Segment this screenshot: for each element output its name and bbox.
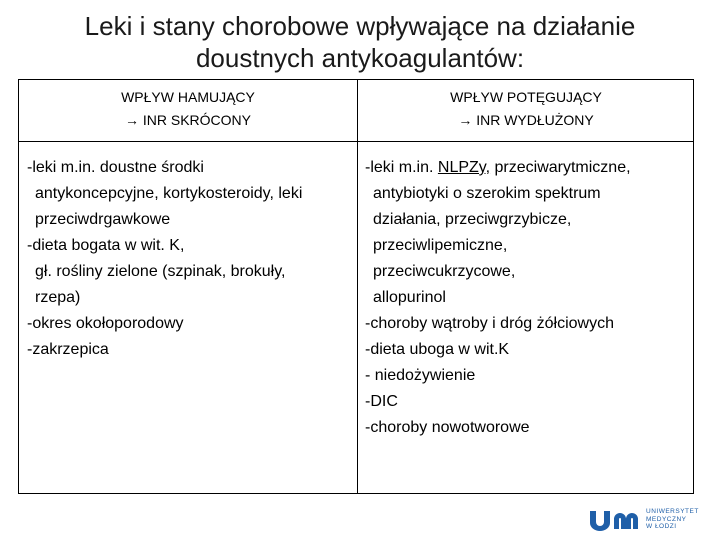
list-item: -dieta bogata w wit. K, xyxy=(27,237,185,254)
table-header-divider xyxy=(19,141,693,142)
header-inhibiting xyxy=(19,86,357,132)
list-item: działania, przeciwgrzybicze, xyxy=(373,211,572,228)
list-item: -choroby nowotworowe xyxy=(365,419,530,436)
logo-line-1: UNIWERSYTET xyxy=(646,508,699,515)
list-item: allopurinol xyxy=(373,289,446,306)
list-item: antybiotyki o szerokim spektrum xyxy=(373,185,601,202)
header-inhibiting-title: WPŁYW HAMUJĄCY xyxy=(121,89,255,105)
list-item: -zakrzepica xyxy=(27,341,109,358)
list-item: -choroby wątroby i dróg żółciowych xyxy=(365,315,614,332)
university-logo xyxy=(588,505,708,537)
header-potentiating-subtitle: → INR WYDŁUŻONY xyxy=(458,112,594,128)
inhibiting-list xyxy=(27,155,353,363)
title-line-1: Leki i stany chorobowe wpływające na działanie xyxy=(84,11,636,41)
list-item: -DIC xyxy=(365,393,398,410)
list-item: antykoncepcyjne, kortykosteroidy, leki xyxy=(35,185,303,202)
list-item: -okres okołoporodowy xyxy=(27,315,184,332)
title-line-2: doustnych antykoagulantów: xyxy=(195,43,525,73)
slide-title xyxy=(0,10,720,74)
potentiating-list xyxy=(365,155,691,441)
table-column-divider xyxy=(357,80,358,493)
list-item: -leki m.in. doustne środki xyxy=(27,159,204,176)
header-inhibiting-subtitle: → INR SKRÓCONY xyxy=(124,112,251,128)
line-prefix: -leki m.in. xyxy=(365,159,438,176)
list-item: przeciwcukrzycowe, xyxy=(373,263,516,280)
line-suffix: przeciwarytmiczne, xyxy=(490,159,631,176)
list-item: - niedożywienie xyxy=(365,367,476,384)
header-potentiating xyxy=(357,86,695,132)
um-logo-icon xyxy=(588,509,640,531)
list-item: gł. rośliny zielone (szpinak, brokuły, xyxy=(35,263,286,280)
list-item: przeciwdrgawkowe xyxy=(35,211,171,228)
logo-line-3: W ŁODZI xyxy=(646,523,677,530)
nlpz-underlined: NLPZy, xyxy=(437,159,491,176)
logo-text xyxy=(646,508,699,531)
header-potentiating-title: WPŁYW POTĘGUJĄCY xyxy=(450,89,602,105)
logo-line-2: MEDYCZNY xyxy=(646,515,687,523)
list-item: przeciwlipemiczne, xyxy=(373,237,508,254)
list-item: -dieta uboga w wit.K xyxy=(365,341,510,358)
comparison-table xyxy=(18,79,694,494)
list-item: rzepa) xyxy=(35,289,81,306)
list-item xyxy=(365,155,691,181)
